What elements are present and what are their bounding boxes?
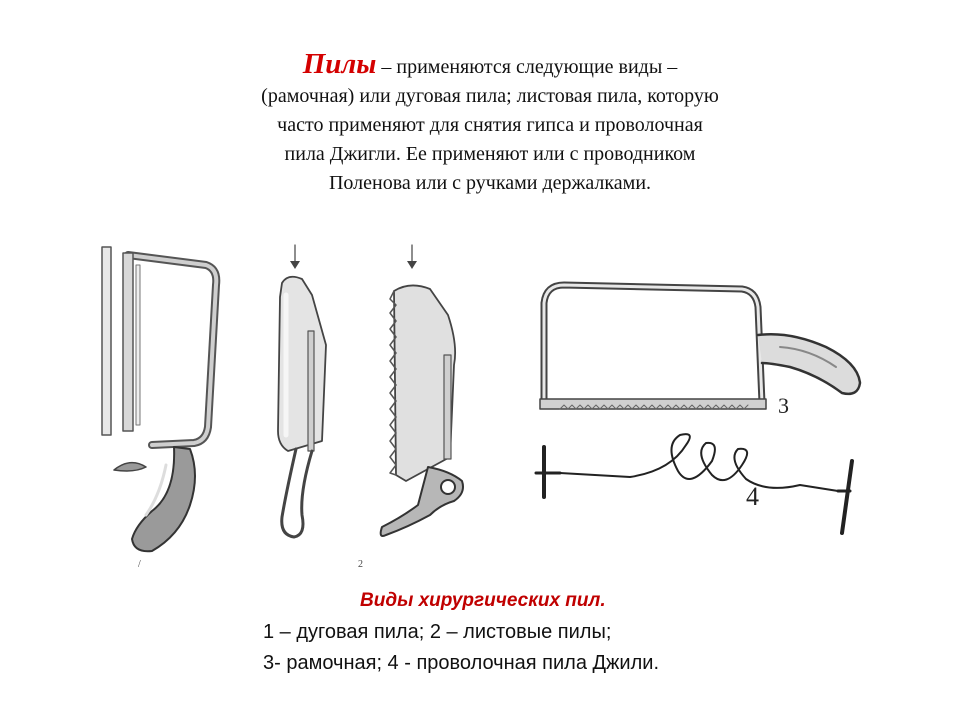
intro-line-4: пила Джигли. Ее применяют или с проводником xyxy=(284,143,696,165)
caption-title: Виды хирургических пил. xyxy=(360,590,606,611)
leaf-saw-2-image xyxy=(381,245,463,536)
label-wire-saw: 4 xyxy=(746,482,759,511)
frame-saw-image xyxy=(540,285,860,409)
caption-line-2: 3- рамочная; 4 - проволочная пила Джили. xyxy=(263,652,660,674)
caption-line-1: 1 – дуговая пила; 2 – листовые пилы; xyxy=(263,621,612,643)
intro-line-5: Поленова или с ручками держалками. xyxy=(328,172,652,194)
saws-illustration xyxy=(90,235,890,575)
leaf-saw-1-image xyxy=(278,245,326,537)
label-frame-saw: 3 xyxy=(778,393,789,418)
arc-saw-image xyxy=(102,247,216,551)
term-saws: Пилы xyxy=(302,48,377,80)
label-arc-saw-mark: / xyxy=(138,559,141,570)
label-leaf-saw-mark: 2 xyxy=(358,559,363,570)
intro-line-3: часто применяют для снятия гипса и проволочная xyxy=(277,114,703,136)
intro-line-1: Пилы – применяются следующие виды – xyxy=(302,48,678,80)
intro-text xyxy=(190,50,790,198)
saws-drawing xyxy=(90,235,890,575)
gigli-wire-saw-image xyxy=(536,434,852,533)
intro-line-2: (рамочная) или дуговая пила; листовая пила, которую xyxy=(261,85,719,107)
